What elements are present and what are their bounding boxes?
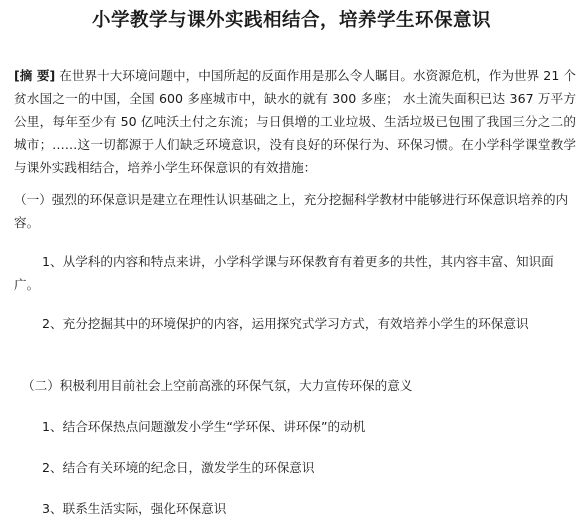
abstract-text: 在世界十大环境问题中，中国所起的反面作用是那么令人瞩目。水资源危机，作为世界 21 个贫水国之一的中国，全国 600 多座城市中，缺水的就有 300 多座； 水土流失面积已达 367 万平方公里，每年至少有 50 亿吨沃土付之东流；与日俱增的工业垃圾、生活垃圾已包围了我国三分之二的城市；……这一切都源于人们缺乏环境意识，没有良好的环保行为、环保习惯。在小学科学课堂教学与课外实践相结合，培养小学生环保意识的有效措施： bbox=[14, 68, 576, 175]
document-title: 小学教学与课外实践相结合，培养学生环保意识 bbox=[91, 10, 491, 31]
abstract-label: [摘 要] bbox=[14, 68, 56, 83]
section-2-heading: （二）积极利用目前社会上空前高涨的环保气氛，大力宣传环保的意义 bbox=[22, 378, 413, 393]
section-1-item-1: 1、从学科的内容和特点来讲，小学科学课与环保教育有着更多的共性，其内容丰富、知识面广。 bbox=[14, 254, 554, 292]
section-2-item-1: 1、结合环保热点问题激发小学生“学环保、讲环保”的动机 bbox=[42, 419, 366, 434]
section-1-heading: （一）强烈的环保意识是建立在理性认识基础之上，充分挖掘科学教材中能够进行环保意识培养的内容。 bbox=[14, 192, 569, 230]
section-2-item-2: 2、结合有关环境的纪念日，激发学生的环保意识 bbox=[42, 460, 315, 475]
section-2-item-3: 3、联系生活实际，强化环保意识 bbox=[42, 501, 227, 516]
section-1-item-2: 2、充分挖掘其中的环境保护的内容，运用探究式学习方式，有效培养小学生的环保意识 bbox=[42, 316, 529, 331]
abstract-paragraph bbox=[14, 64, 576, 179]
